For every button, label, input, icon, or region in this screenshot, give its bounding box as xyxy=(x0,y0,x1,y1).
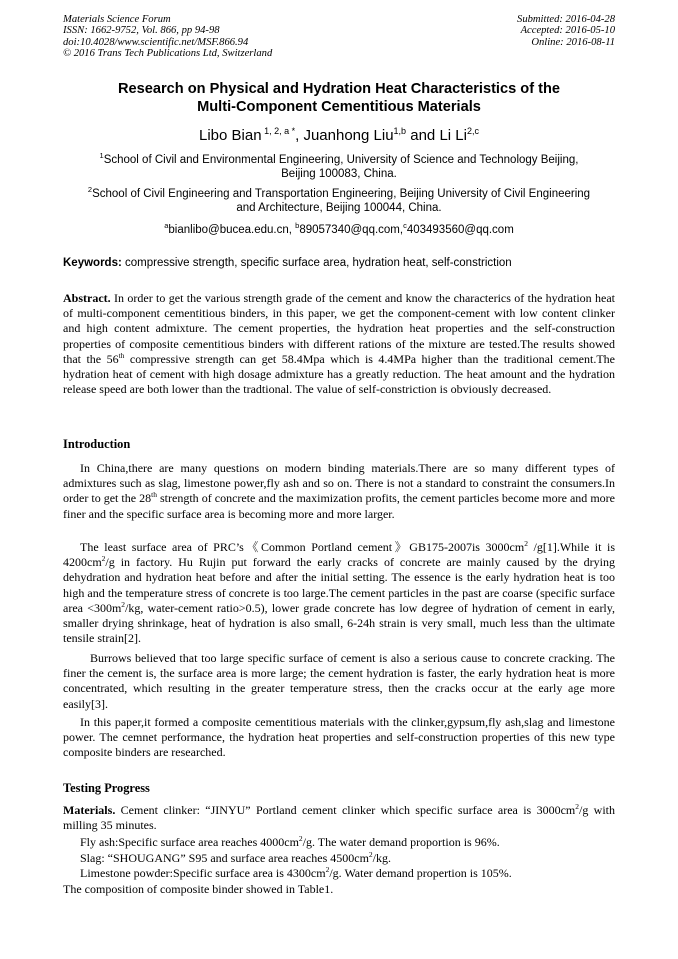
intro-p1-text-a: In China,there are many questions on modern binding materials.There are so many different types of admixtures such as slag, limestone power,fly ash and so on. There is not a standard to constraint the consumers.In order to get the 28 xyxy=(63,461,615,506)
email-c: 403493560@qq.com xyxy=(406,223,514,236)
accepted-date: Accepted: 2016-05-10 xyxy=(520,25,615,37)
author-1-affil: 1, 2, a * xyxy=(264,126,296,136)
author-3: Li Li xyxy=(439,127,467,144)
email-b: 89057340@qq.com, xyxy=(299,223,404,236)
abstract xyxy=(63,291,615,397)
intro-paragraph-2 xyxy=(63,540,615,646)
slag-text-b: /kg. xyxy=(372,851,391,865)
keywords-text: compressive strength, specific surface area, hydration heat, self-constriction xyxy=(121,257,512,269)
affiliation-1-line-1: School of Civil and Environmental Engineering, University of Science and Technology Beijing, xyxy=(103,153,579,166)
affiliation-1 xyxy=(63,149,615,182)
author-1: Libo Bian xyxy=(199,127,262,144)
intro-paragraph-1 xyxy=(63,461,615,522)
intro-p2-text-d: /kg, water-cement ratio>0.5), lower grade concrete has low degree of hydration of cement in early, smaller drying shrinkage, heat of hydration is also small, 6-24h strain is very small, much less than the ultimate tensile strain[2]. xyxy=(63,600,615,646)
author-separator-1: , xyxy=(295,127,304,144)
materials-text-b: /g with milling 35 minutes. xyxy=(63,803,615,833)
slag-sup: 2 xyxy=(368,850,373,859)
abstract-text-2: compressive strength can get 58.4Mpa which is 4.4MPa higher than the traditional cement.The hydration heat of cement with high dosage admixture has a greatly reduction. The heat amount and the hydration release speed are both lower than the tradtional. The value of self-constriction is obviously decreased. xyxy=(63,351,615,397)
keywords-label: Keywords: xyxy=(63,257,122,269)
abstract-label: Abstract. xyxy=(63,291,111,305)
materials-label: Materials. xyxy=(63,803,116,817)
author-2: Juanhong Liu xyxy=(303,127,394,144)
affiliation-2-marker: 2 xyxy=(87,185,93,194)
affiliation-1-marker: 1 xyxy=(99,151,104,160)
intro-p2-sup-3: 2 xyxy=(121,599,126,609)
abstract-text-1: In order to get the various strength grade of the cement and know the characterics of the hydration heat of multi-component cementitious binders, in this paper, we get the component-cement with low content clinker and high content admixture. The cement properties, the hydration heat properties and the self-construction properties of composite cementitious binders with different rations of the mixture are tested.The results showed that the 56 xyxy=(63,291,615,366)
intro-paragraph-3: Burrows believed that too large specific surface of cement is also a serious cause to concrete cracking. The finer the cement is, the surface area is more large; the cement hydration is faster, the early hydration heat is more concentrated, which resulting in the greater temperature stress, then the cracks occur at the early age more easily[3]. xyxy=(63,651,615,711)
email-a: bianlibo@bucea.edu.cn, xyxy=(168,223,296,236)
slag-text-a: Slag: “SHOUGANG” S95 and surface area reaches 4500cm xyxy=(80,851,369,865)
journal-issn: ISSN: 1662-9752, Vol. 866, pp 94-98 xyxy=(63,25,220,37)
slag-line xyxy=(80,851,615,866)
affiliation-1-line-2: Beijing 100083, China. xyxy=(281,168,397,181)
author-2-affil: 1,b xyxy=(393,126,407,136)
title-line-2: Multi-Component Cementitious Materials xyxy=(197,99,481,115)
intro-p2-sup-2: 2 xyxy=(101,554,106,564)
section-heading-testing-progress: Testing Progress xyxy=(63,781,150,795)
online-date: Online: 2016-08-11 xyxy=(531,36,615,48)
limestone-line xyxy=(80,866,615,881)
author-separator-2: and xyxy=(406,127,440,144)
title-line-1: Research on Physical and Hydration Heat Characteristics of the xyxy=(117,81,560,97)
email-a-marker: a xyxy=(164,221,169,230)
submitted-date: Submitted: 2016-04-28 xyxy=(517,14,615,25)
journal-copyright: © 2016 Trans Tech Publications Ltd, Switzerland xyxy=(63,48,273,60)
journal-header xyxy=(63,14,615,60)
intro-p2-text-b: /g[1].While it is 4200cm xyxy=(63,540,615,570)
author-3-affil: 2,c xyxy=(466,126,479,136)
limestone-text-a: Limestone powder:Specific surface area is 4300cm xyxy=(80,866,326,880)
intro-p1-sup: th xyxy=(151,490,157,500)
fly-ash-sup: 2 xyxy=(298,834,303,843)
intro-p2-text-a: The least surface area of PRC’s《Common Portland cement》GB175-2007is 3000cm xyxy=(80,540,525,554)
keywords xyxy=(63,256,615,270)
journal-name: Materials Science Forum xyxy=(63,14,171,25)
journal-doi: doi:10.4028/www.scientific.net/MSF.866.94 xyxy=(63,36,249,48)
submission-dates xyxy=(517,14,615,48)
intro-p1-text-b: strength of concrete and the maximization profits, the cement particles become more and more finer and the specific surface area is becoming more and more larger. xyxy=(63,491,615,521)
paper-title xyxy=(63,80,615,116)
affiliation-2-line-1: School of Civil Engineering and Transportation Engineering, Beijing University of Civil Engineering xyxy=(92,187,591,200)
email-c-marker: c xyxy=(403,221,407,230)
section-heading-introduction: Introduction xyxy=(63,437,131,451)
intro-p2-text-c: /g in factory. Hu Rujin put forward the early cracks of concrete are mainly caused by the drying dehydration and hydration heat before and after the initial setting. The essence is the early hydration heat is too high and the temperature stress of concrete is too large.The cement particles in the past are coarse (specific surface area <300m xyxy=(63,555,615,615)
affiliation-2-line-2: and Architecture, Beijing 100044, China. xyxy=(236,202,442,215)
affiliation-2 xyxy=(63,183,615,216)
author-emails xyxy=(63,219,615,237)
table-reference-line: The composition of composite binder showed in Table1. xyxy=(63,882,334,896)
fly-ash-line xyxy=(80,835,615,850)
materials-paragraph xyxy=(63,803,615,833)
intro-paragraph-4: In this paper,it formed a composite cementitious materials with the clinker,gypsum,fly ash,slag and limestone power. The cemnet performance, the hydration heat properties and self-construction properties of this new type composite binders are researched. xyxy=(63,715,615,760)
email-b-marker: b xyxy=(295,221,300,230)
abstract-superscript: th xyxy=(118,350,125,360)
intro-p2-sup-1: 2 xyxy=(524,539,528,548)
fly-ash-text-a: Fly ash:Specific surface area reaches 4000cm xyxy=(80,835,299,849)
fly-ash-text-b: /g. The water demand proportion is 96%. xyxy=(302,835,500,849)
author-list xyxy=(63,121,615,146)
materials-sup: 2 xyxy=(575,802,579,811)
materials-text-a: Cement clinker: “JINYU” Portland cement clinker which specific surface area is 3000cm xyxy=(115,803,576,817)
limestone-sup: 2 xyxy=(325,865,330,874)
limestone-text-b: /g. Water demand propertion is 105%. xyxy=(329,866,512,880)
journal-info xyxy=(63,14,272,60)
